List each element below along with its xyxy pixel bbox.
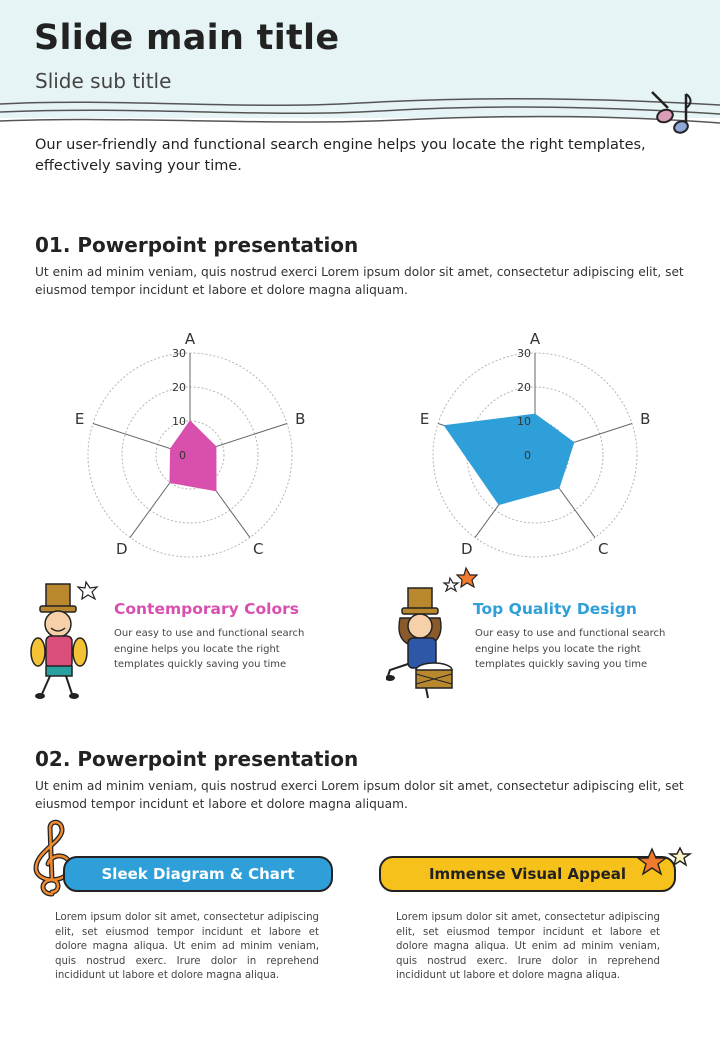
radar-series-area xyxy=(170,421,216,491)
page-subtitle: Slide sub title xyxy=(35,69,172,93)
intro-text: Our user-friendly and functional search engine helps you locate the right templates, effectively saving your time. xyxy=(35,137,646,174)
radar-category-label: B xyxy=(640,410,651,429)
section1-title: 01. Powerpoint presentation xyxy=(35,233,359,257)
radar-category-label: B xyxy=(295,410,306,429)
radar-tick-label: 0 xyxy=(179,449,186,462)
card-label-diagram xyxy=(63,856,333,892)
card-text-visual: Lorem ipsum dolor sit amet, consectetur adipiscing elit, set eiusmod tempor incidunt et labore et dolore magna aliqua. Ut enim ad minim veniam, quis nostrud exerc. Irure dolor in reprehend incididunt ut labore et dolore magna aliqua. xyxy=(396,912,660,982)
radar-category-label: C xyxy=(597,539,609,558)
page-title: Slide main title xyxy=(34,18,340,58)
header-wavy-lines xyxy=(0,96,720,130)
radar-category-label: A xyxy=(184,330,196,348)
radar-chart-right xyxy=(385,318,685,558)
card-label-diagram-text: Sleek Diagram & Chart xyxy=(101,865,295,883)
section1-text: Ut enim ad minim veniam, quis nostrud exerci Lorem ipsum dolor sit amet, consectetur adipiscing elit, set eiusmod tempor incidunt et labore et dolore magna aliquam. xyxy=(35,265,684,297)
card-text-diagram: Lorem ipsum dolor sit amet, consectetur adipiscing elit, set eiusmod tempor incidunt et labore et dolore magna aliqua. Ut enim ad minim veniam, quis nostrud exerc. Irure dolor in reprehend incididunt ut labore et dolore magna aliqua. xyxy=(55,912,319,982)
feature-text-colors: Our easy to use and functional search engine helps you locate the right templates quickly saving you time xyxy=(114,628,305,670)
radar-series-area xyxy=(445,414,574,504)
card-label-visual xyxy=(379,856,676,892)
radar-category-label: D xyxy=(461,539,473,558)
feature-title-design: Top Quality Design xyxy=(473,600,637,618)
radar-tick-label: 30 xyxy=(172,347,186,360)
feature-title-colors: Contemporary Colors xyxy=(114,600,299,618)
section2-title: 02. Powerpoint presentation xyxy=(35,747,359,771)
music-note-icon xyxy=(646,86,696,138)
radar-tick-label: 0 xyxy=(524,449,531,462)
card-label-visual-text: Immense Visual Appeal xyxy=(428,865,627,883)
radar-category-label: D xyxy=(116,539,128,558)
radar-tick-label: 30 xyxy=(517,347,531,360)
drummer-girl-illustration xyxy=(386,566,478,700)
section2-text: Ut enim ad minim veniam, quis nostrud exerci Lorem ipsum dolor sit amet, consectetur adipiscing elit, set eiusmod tempor incidunt et labore et dolore magna aliquam. xyxy=(35,779,684,811)
radar-tick-label: 10 xyxy=(517,415,531,428)
radar-tick-label: 20 xyxy=(517,381,531,394)
radar-category-label: E xyxy=(419,410,430,429)
radar-category-label: E xyxy=(74,410,85,429)
feature-text-design: Our easy to use and functional search engine helps you locate the right templates quickly saving you time xyxy=(475,628,666,670)
radar-chart-left xyxy=(40,318,340,558)
cymbal-kid-illustration xyxy=(30,578,112,702)
radar-category-label: A xyxy=(529,330,541,348)
radar-tick-label: 20 xyxy=(172,381,186,394)
radar-tick-label: 10 xyxy=(172,415,186,428)
stars-icon xyxy=(636,846,694,880)
radar-category-label: C xyxy=(252,539,264,558)
